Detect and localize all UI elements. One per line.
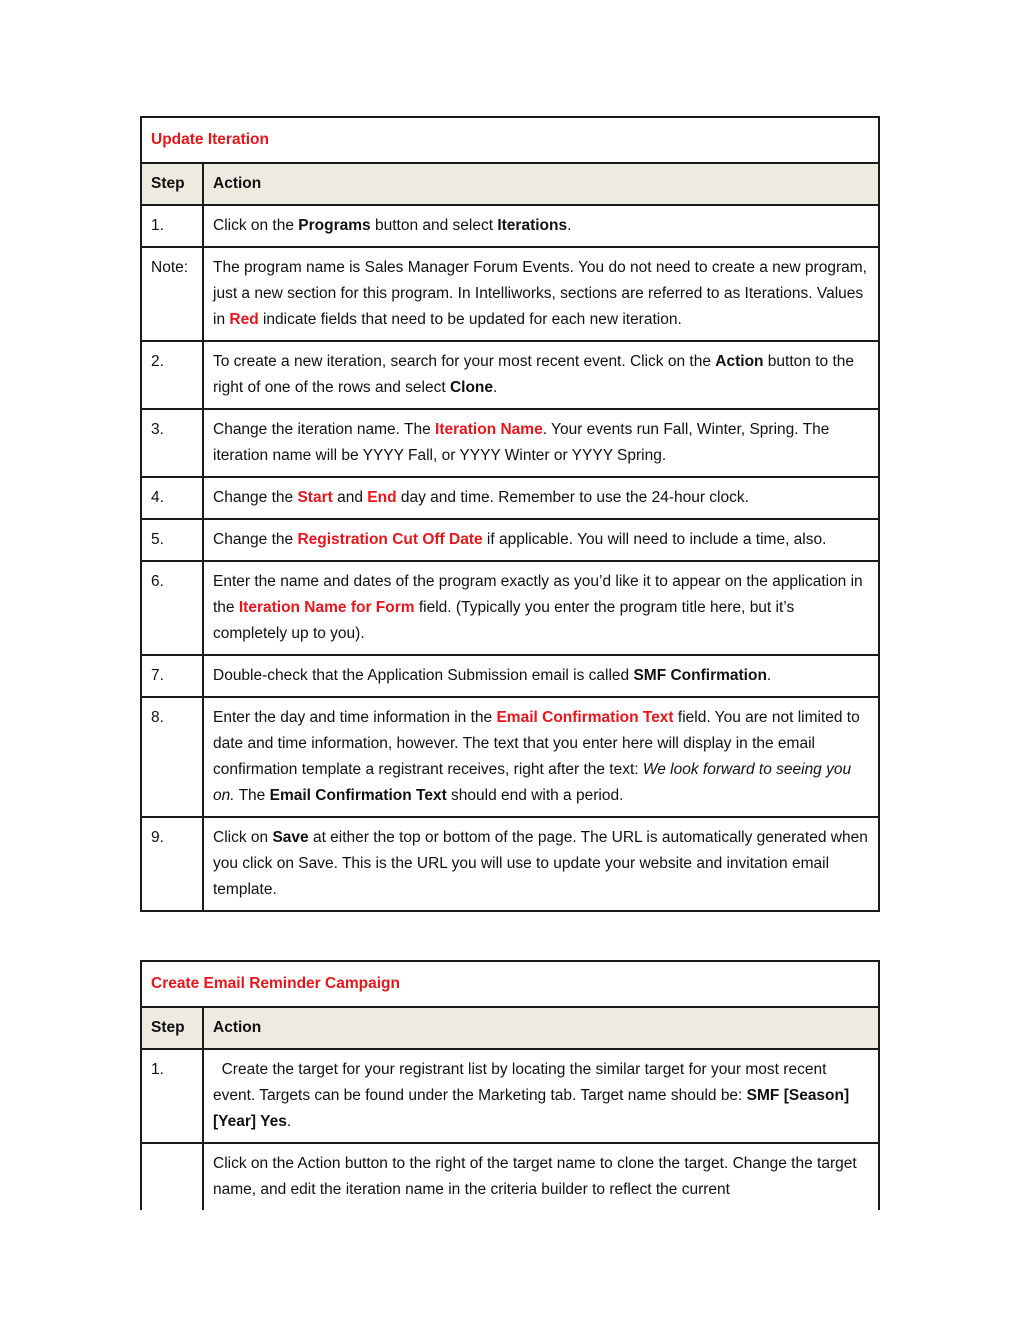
update-iteration-table [140,116,880,912]
action-text: Double-check that the Application Submission email is called [213,667,634,684]
step-number: Note: [141,247,203,341]
action-text: and [332,489,368,506]
action-text: at either the top or bottom of the page. The URL is automatically generated when you click on Save. This is the URL you will use to update your website and invitation email template. [213,829,868,898]
bold-term: Email Confirmation Text [269,787,447,804]
table-title-row [141,117,879,163]
step-number: 3. [141,409,203,477]
table-row [141,1143,879,1211]
section-title: Create Email Reminder Campaign [141,961,879,1007]
action-text: Click on [213,829,273,846]
step-number: 4. [141,477,203,519]
action-text: button to the right of one of the rows and select [213,353,854,396]
action-text: Change the [213,531,298,548]
action-text: Click on the [213,217,299,234]
action-text: Click on the Action button to the right of the target name to clone the target. Change the target name, and edit the iteration name in the criteria builder to reflect the current [213,1155,857,1198]
field-name-highlight: Email Confirmation Text [496,709,674,726]
step-number: 8. [141,697,203,817]
action-text: The program name is Sales Manager Forum Events. You do not need to create a new program, just a new section for this program. In Intelliworks, sections are referred to as Iterations. Values in [213,259,867,328]
step-action [203,1143,879,1211]
field-name-highlight: Iteration Name for Form [238,599,415,616]
step-number: 6. [141,561,203,655]
table-title-row [141,961,879,1007]
action-text: if applicable. You will need to include a time, also. [482,531,827,548]
bold-term: Save [272,829,309,846]
table-row [141,1049,879,1143]
action-text: Change the [213,489,298,506]
table-header-row [141,163,879,205]
table-row [141,817,879,911]
step-action [203,561,879,655]
italic-quote: We look forward to seeing you on. [213,761,852,804]
step-action [203,519,879,561]
bold-term: SMF [Season] [Year] Yes [213,1087,850,1130]
action-text: field. (Typically you enter the program title here, but it’s completely up to you). [213,599,795,642]
table-row [141,247,879,341]
step-action [203,697,879,817]
table-header-row [141,1007,879,1049]
step-action [203,477,879,519]
step-action [203,247,879,341]
action-text: Enter the name and dates of the program exactly as you’d like it to appear on the application in the [213,573,863,616]
action-text: . [493,379,498,396]
bold-term: Action [715,353,764,370]
table-row [141,205,879,247]
field-name-highlight: Iteration Name [435,421,543,438]
field-name-highlight: End [367,489,397,506]
action-text: To create a new iteration, search for your most recent event. Click on the [213,353,716,370]
action-text: . [766,667,772,684]
table-row [141,519,879,561]
field-name-highlight: Registration Cut Off Date [297,531,483,548]
action-text: . [286,1113,292,1130]
action-text: indicate fields that need to be updated for each new iteration. [258,311,682,328]
step-number: 5. [141,519,203,561]
bold-term: Iterations [497,217,568,234]
step-action [203,817,879,911]
action-text: Enter the day and time information in the [213,709,497,726]
table-row [141,341,879,409]
column-header-step: Step [141,1007,203,1049]
table-row [141,697,879,817]
action-text: day and time. Remember to use the 24-hour clock. [396,489,749,506]
action-text: Create the target for your registrant list by locating the similar target for your most recent event. Targets can be found under the Marketing tab. Target name should be: [213,1061,827,1104]
action-text: . Your events run Fall, Winter, Spring. The iteration name will be YYYY Fall, or YYYY Winter or YYYY Spring. [213,421,830,464]
step-number: 9. [141,817,203,911]
step-number: 1. [141,1049,203,1143]
table-row [141,561,879,655]
column-header-action: Action [203,163,879,205]
action-text: should end with a period. [446,787,624,804]
bold-term: Programs [298,217,371,234]
step-number [141,1143,203,1211]
step-action [203,1049,879,1143]
table-row [141,409,879,477]
step-action [203,341,879,409]
step-action [203,655,879,697]
step-number: 1. [141,205,203,247]
field-name-highlight: Start [297,489,333,506]
action-text: field. You are not limited to date and time information, however. The text that you enter here will display in the email confirmation template a registrant receives, right after the text: [213,709,860,778]
step-action [203,409,879,477]
create-email-reminder-campaign-table [140,960,880,1212]
column-header-action: Action [203,1007,879,1049]
action-text: Change the iteration name. The [213,421,436,438]
bold-term: Clone [449,379,494,396]
step-number: 7. [141,655,203,697]
table-row [141,477,879,519]
bold-term: SMF Confirmation [633,667,767,684]
column-header-step: Step [141,163,203,205]
action-text: . [567,217,572,234]
action-text: The [234,787,270,804]
page-bottom-margin [0,1210,1020,1320]
action-text: button and select [370,217,498,234]
table-row [141,655,879,697]
step-number: 2. [141,341,203,409]
field-name-highlight: Red [229,311,259,328]
step-action [203,205,879,247]
section-title: Update Iteration [141,117,879,163]
